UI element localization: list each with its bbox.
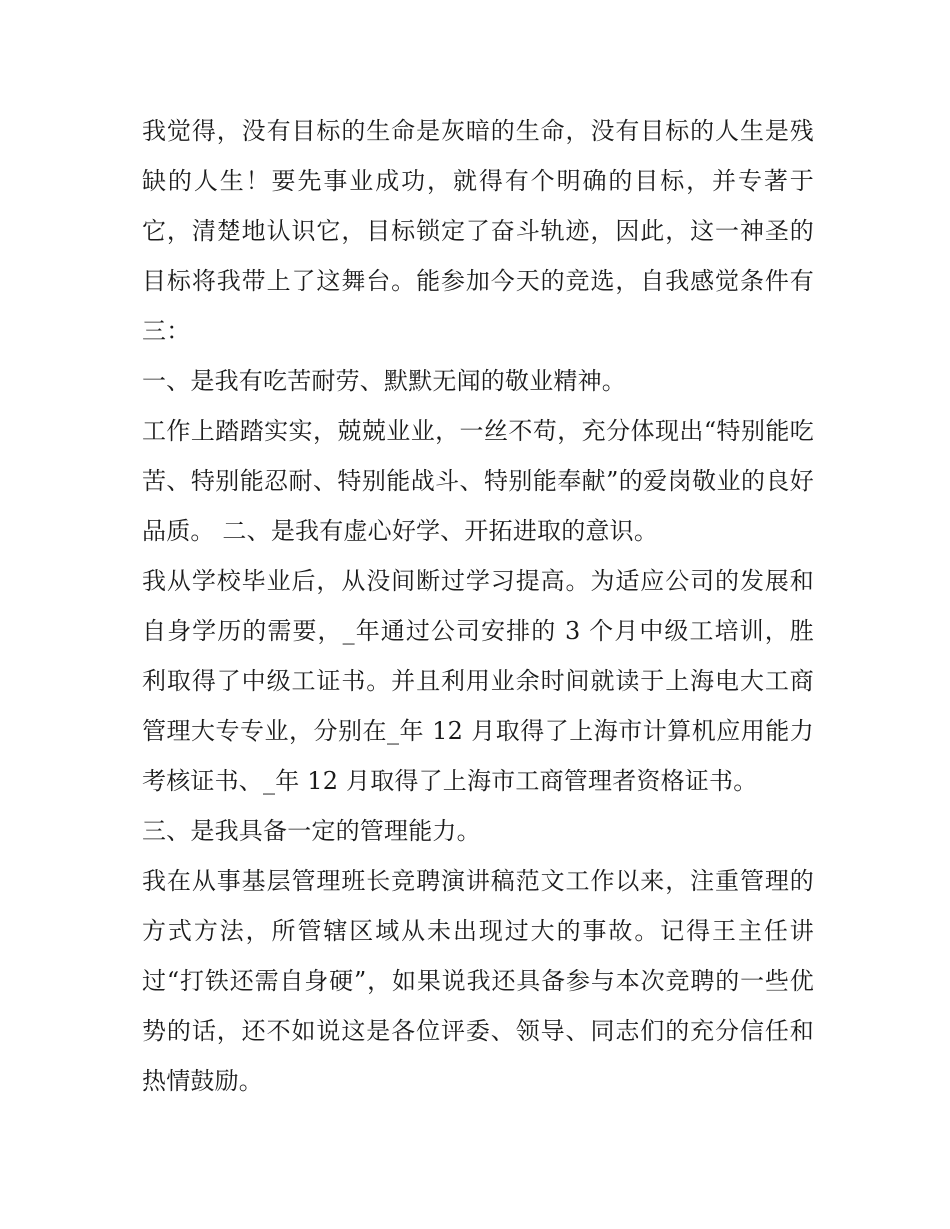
paragraph-point-three-heading: 三、是我具备一定的管理能力。	[142, 817, 481, 845]
paragraph-intro: 我觉得，没有目标的生命是灰暗的生命，没有目标的人生是残缺的人生！要先事业成功，就得有个明确的目标，并专著于它，清楚地认识它，目标锁定了奋斗轨迹，因此，这一神圣的目标将我带上了这舞台。能参加今天的竞选，自我感觉条件有三：	[142, 117, 814, 345]
paragraph-point-two-body: 我从学校毕业后，从没间断过学习提高。为适应公司的发展和自身学历的需要，_年通过公司安排的 3 个月中级工培训，胜利取得了中级工证书。并且利用业余时间就读于上海电大工商管理大专专业，分别在_年 12 月取得了上海市计算机应用能力考核证书、_年 12 月取得了上海市工商管理者资格证书。	[142, 567, 814, 795]
paragraph-point-one-heading: 一、是我有吃苦耐劳、默默无闻的敬业精神。	[142, 367, 626, 395]
paragraph-point-three-body: 我在从事基层管理班长竞聘演讲稿范文工作以来，注重管理的方式方法，所管辖区域从未出现过大的事故。记得王主任讲过“打铁还需自身硬”，如果说我还具备参与本次竞聘的一些优势的话，还不如说这是各位评委、领导、同志们的充分信任和热情鼓励。	[142, 867, 814, 1095]
document-body	[142, 106, 814, 1106]
paragraph-point-one-body: 工作上踏踏实实，兢兢业业，一丝不苟，充分体现出“特别能吃苦、特别能忍耐、特别能战斗、特别能奉献”的爱岗敬业的良好品质。 二、是我有虚心好学、开拓进取的意识。	[142, 417, 814, 545]
